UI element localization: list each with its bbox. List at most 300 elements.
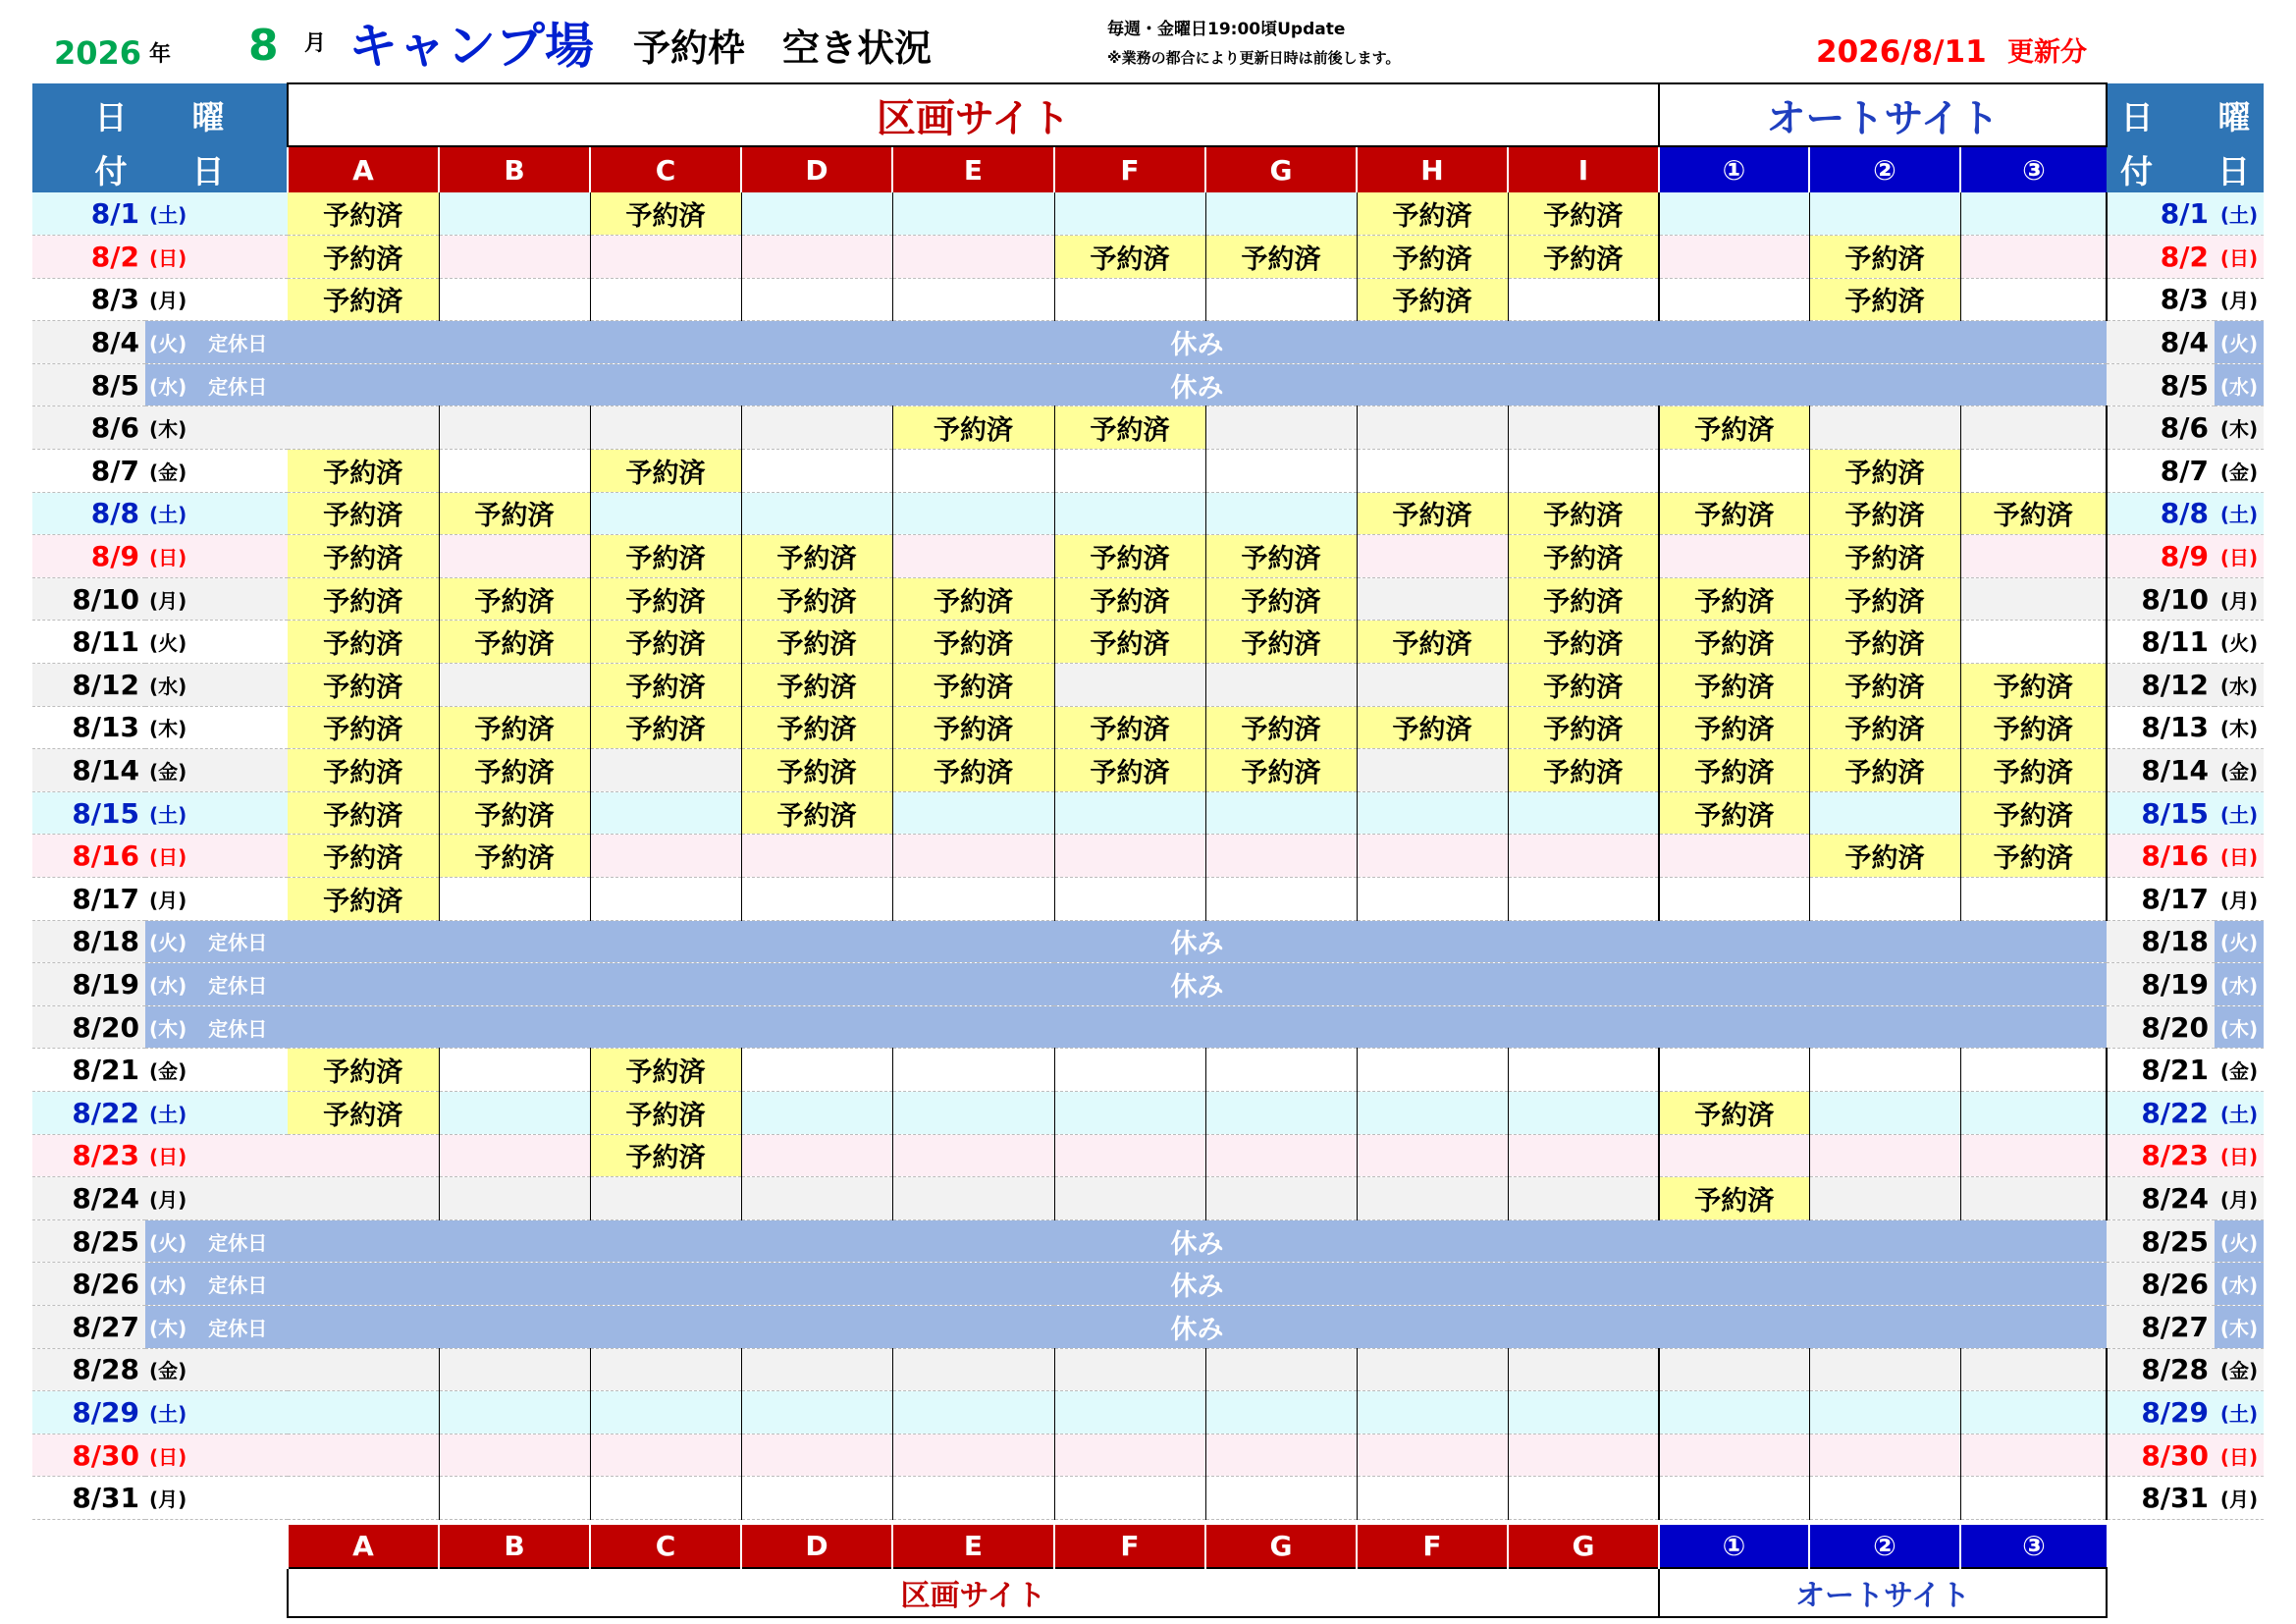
reservation-cell-booked[interactable]: 予約済	[288, 577, 439, 621]
reservation-cell[interactable]	[439, 1434, 590, 1477]
reservation-cell[interactable]	[439, 1348, 590, 1391]
reservation-cell-booked[interactable]: 予約済	[1054, 535, 1205, 578]
reservation-cell-booked[interactable]: 予約済	[1054, 706, 1205, 749]
row-weekday-right: (水)	[2215, 1263, 2264, 1306]
reservation-cell[interactable]	[288, 1477, 439, 1520]
reservation-cell-booked[interactable]: 予約済	[1659, 621, 1809, 664]
reservation-cell[interactable]	[1508, 878, 1659, 921]
row-weekday-right: (日)	[2215, 835, 2264, 878]
reservation-cell-booked[interactable]: 予約済	[892, 664, 1054, 707]
column-header-f: F	[1054, 146, 1205, 192]
reservation-cell[interactable]	[741, 1049, 892, 1092]
reservation-cell[interactable]	[288, 1177, 439, 1220]
reservation-cell[interactable]	[590, 878, 741, 921]
reservation-cell-booked[interactable]: 予約済	[1659, 791, 1809, 835]
reservation-cell[interactable]	[1508, 1091, 1659, 1134]
reservation-cell-booked[interactable]: 予約済	[288, 664, 439, 707]
reservation-cell[interactable]	[1508, 450, 1659, 493]
reservation-cell[interactable]	[1357, 1391, 1508, 1435]
reservation-cell-booked[interactable]: 予約済	[288, 835, 439, 878]
reservation-cell-booked[interactable]: 予約済	[1205, 621, 1357, 664]
reservation-cell[interactable]	[590, 1477, 741, 1520]
reservation-cell[interactable]	[1054, 1134, 1205, 1177]
reservation-cell-booked[interactable]: 予約済	[1508, 577, 1659, 621]
reservation-cell-booked[interactable]: 予約済	[1054, 621, 1205, 664]
reservation-cell-booked[interactable]: 予約済	[1357, 706, 1508, 749]
reservation-cell-booked[interactable]: 予約済	[1357, 236, 1508, 279]
reservation-cell-booked[interactable]: 予約済	[1809, 664, 1960, 707]
reservation-cell-booked[interactable]: 予約済	[288, 878, 439, 921]
reservation-cell[interactable]	[1054, 492, 1205, 535]
reservation-cell[interactable]	[1357, 406, 1508, 450]
reservation-cell-booked[interactable]: 予約済	[1809, 535, 1960, 578]
reservation-cell-booked[interactable]: 予約済	[741, 535, 892, 578]
reservation-cell[interactable]	[439, 192, 590, 236]
reservation-cell-booked[interactable]: 予約済	[1205, 535, 1357, 578]
row-weekday	[145, 321, 288, 364]
reservation-cell[interactable]	[1205, 192, 1357, 236]
reservation-cell[interactable]	[892, 1477, 1054, 1520]
reservation-cell[interactable]	[439, 535, 590, 578]
reservation-cell-booked[interactable]: 予約済	[288, 621, 439, 664]
reservation-cell-booked[interactable]: 予約済	[590, 1049, 741, 1092]
reservation-cell-booked[interactable]: 予約済	[1508, 192, 1659, 236]
row-weekday: (火)	[145, 621, 288, 664]
reservation-cell-booked[interactable]: 予約済	[590, 577, 741, 621]
reservation-cell[interactable]	[1205, 791, 1357, 835]
reservation-cell[interactable]	[1809, 192, 1960, 236]
reservation-cell[interactable]	[1960, 278, 2107, 321]
reservation-cell[interactable]	[1357, 577, 1508, 621]
reservation-cell[interactable]	[1960, 1434, 2107, 1477]
reservation-cell[interactable]	[1205, 1134, 1357, 1177]
reservation-cell[interactable]	[1205, 492, 1357, 535]
reservation-cell[interactable]	[439, 236, 590, 279]
reservation-cell-booked[interactable]: 予約済	[590, 1134, 741, 1177]
reservation-cell[interactable]	[590, 1391, 741, 1435]
reservation-cell-booked[interactable]: 予約済	[1809, 278, 1960, 321]
reservation-cell[interactable]	[892, 535, 1054, 578]
reservation-cell[interactable]	[1659, 236, 1809, 279]
reservation-cell[interactable]	[1960, 1391, 2107, 1435]
reservation-cell[interactable]	[892, 236, 1054, 279]
reservation-cell-booked[interactable]: 予約済	[1809, 749, 1960, 792]
row-date-right: 8/23	[2107, 1134, 2215, 1177]
reservation-cell-booked[interactable]: 予約済	[1809, 236, 1960, 279]
reservation-cell[interactable]	[1508, 1477, 1659, 1520]
reservation-cell-booked[interactable]: 予約済	[1809, 835, 1960, 878]
reservation-cell-booked[interactable]: 予約済	[1508, 664, 1659, 707]
reservation-cell[interactable]	[1357, 450, 1508, 493]
reservation-cell[interactable]	[439, 1049, 590, 1092]
reservation-cell-booked[interactable]: 予約済	[1960, 791, 2107, 835]
reservation-cell[interactable]	[892, 1434, 1054, 1477]
reservation-cell[interactable]	[892, 791, 1054, 835]
reservation-cell[interactable]	[1205, 1391, 1357, 1435]
reservation-cell[interactable]	[439, 1091, 590, 1134]
reservation-cell-booked[interactable]: 予約済	[590, 450, 741, 493]
reservation-cell-booked[interactable]: 予約済	[1659, 1177, 1809, 1220]
reservation-cell-booked[interactable]: 予約済	[1809, 450, 1960, 493]
reservation-cell-booked[interactable]: 予約済	[892, 406, 1054, 450]
reservation-cell[interactable]	[1054, 1348, 1205, 1391]
reservation-cell[interactable]	[590, 1177, 741, 1220]
reservation-cell[interactable]	[1960, 1049, 2107, 1092]
reservation-cell[interactable]	[892, 1348, 1054, 1391]
reservation-cell[interactable]	[1960, 192, 2107, 236]
reservation-cell[interactable]	[1054, 1391, 1205, 1435]
reservation-cell[interactable]	[1809, 1391, 1960, 1435]
reservation-cell-booked[interactable]: 予約済	[892, 749, 1054, 792]
reservation-cell-booked[interactable]: 予約済	[1809, 706, 1960, 749]
reservation-cell-booked[interactable]: 予約済	[1508, 621, 1659, 664]
reservation-cell[interactable]	[1960, 1134, 2107, 1177]
reservation-cell[interactable]	[1508, 1049, 1659, 1092]
reservation-cell[interactable]	[1809, 1134, 1960, 1177]
reservation-cell[interactable]	[1508, 1348, 1659, 1391]
reservation-cell-booked[interactable]: 予約済	[288, 492, 439, 535]
reservation-cell[interactable]	[439, 450, 590, 493]
reservation-cell[interactable]	[892, 878, 1054, 921]
reservation-cell[interactable]	[892, 192, 1054, 236]
reservation-cell[interactable]	[1809, 878, 1960, 921]
reservation-cell[interactable]	[1357, 1477, 1508, 1520]
reservation-cell-booked[interactable]: 予約済	[1809, 621, 1960, 664]
reservation-cell[interactable]	[1357, 878, 1508, 921]
reservation-cell[interactable]	[1659, 1477, 1809, 1520]
reservation-cell[interactable]	[741, 492, 892, 535]
reservation-cell-booked[interactable]: 予約済	[1054, 749, 1205, 792]
table-row	[32, 1177, 2264, 1220]
table-row	[32, 920, 2264, 963]
reservation-cell[interactable]	[741, 450, 892, 493]
reservation-cell[interactable]	[1054, 664, 1205, 707]
reservation-cell-booked[interactable]: 予約済	[288, 278, 439, 321]
reservation-cell-booked[interactable]: 予約済	[1659, 1091, 1809, 1134]
reservation-cell[interactable]	[1659, 1434, 1809, 1477]
reservation-cell[interactable]	[1054, 1477, 1205, 1520]
reservation-cell[interactable]	[1508, 1134, 1659, 1177]
reservation-cell[interactable]	[1960, 878, 2107, 921]
reservation-cell[interactable]	[1054, 835, 1205, 878]
reservation-cell-booked[interactable]: 予約済	[439, 791, 590, 835]
reservation-cell[interactable]	[590, 406, 741, 450]
reservation-cell[interactable]	[590, 749, 741, 792]
reservation-cell[interactable]	[1205, 406, 1357, 450]
reservation-cell-booked[interactable]: 予約済	[1508, 535, 1659, 578]
reservation-cell-booked[interactable]: 予約済	[1205, 749, 1357, 792]
reservation-cell[interactable]	[1205, 835, 1357, 878]
reservation-cell[interactable]	[1960, 621, 2107, 664]
reservation-cell-booked[interactable]: 予約済	[741, 664, 892, 707]
reservation-cell[interactable]	[741, 236, 892, 279]
row-weekday-right: (木)	[2215, 406, 2264, 450]
reservation-cell[interactable]	[1054, 1177, 1205, 1220]
reservation-cell-booked[interactable]: 予約済	[741, 577, 892, 621]
reservation-cell-booked[interactable]: 予約済	[892, 706, 1054, 749]
reservation-cell-booked[interactable]: 予約済	[288, 236, 439, 279]
reservation-cell[interactable]	[590, 492, 741, 535]
reservation-cell[interactable]	[439, 278, 590, 321]
reservation-cell[interactable]	[1357, 791, 1508, 835]
reservation-cell[interactable]	[288, 406, 439, 450]
reservation-cell[interactable]	[1659, 1391, 1809, 1435]
reservation-cell[interactable]	[1508, 1177, 1659, 1220]
reservation-cell[interactable]	[892, 1049, 1054, 1092]
reservation-cell-booked[interactable]: 予約済	[1054, 406, 1205, 450]
reservation-cell[interactable]	[1659, 535, 1809, 578]
reservation-cell[interactable]	[1205, 278, 1357, 321]
reservation-cell-booked[interactable]: 予約済	[590, 706, 741, 749]
row-weekday-text: (火)	[149, 332, 187, 356]
reservation-cell[interactable]	[1960, 406, 2107, 450]
reservation-cell[interactable]	[1659, 1134, 1809, 1177]
reservation-cell[interactable]	[1205, 878, 1357, 921]
reservation-cell[interactable]	[1809, 1049, 1960, 1092]
reservation-cell[interactable]	[1205, 1434, 1357, 1477]
reservation-cell-booked[interactable]: 予約済	[1054, 236, 1205, 279]
reservation-cell[interactable]	[1809, 791, 1960, 835]
reservation-cell-booked[interactable]: 予約済	[1357, 492, 1508, 535]
reservation-cell[interactable]	[892, 450, 1054, 493]
reservation-cell-booked[interactable]: 予約済	[288, 1091, 439, 1134]
reservation-cell-booked[interactable]: 予約済	[1960, 492, 2107, 535]
reservation-cell[interactable]	[439, 1477, 590, 1520]
reservation-cell[interactable]	[439, 1391, 590, 1435]
reservation-cell[interactable]	[1960, 1477, 2107, 1520]
reservation-cell[interactable]	[1205, 664, 1357, 707]
reservation-cell[interactable]	[1205, 1477, 1357, 1520]
reservation-cell-booked[interactable]: 予約済	[1357, 621, 1508, 664]
reservation-cell-booked[interactable]: 予約済	[1508, 236, 1659, 279]
reservation-cell[interactable]	[439, 1134, 590, 1177]
reservation-cell-booked[interactable]: 予約済	[590, 535, 741, 578]
reservation-cell[interactable]	[741, 1348, 892, 1391]
reservation-cell-booked[interactable]: 予約済	[741, 706, 892, 749]
reservation-cell[interactable]	[288, 1348, 439, 1391]
reservation-cell[interactable]	[1960, 450, 2107, 493]
reservation-cell-booked[interactable]: 予約済	[590, 664, 741, 707]
reservation-cell[interactable]	[1054, 1091, 1205, 1134]
reservation-cell-booked[interactable]: 予約済	[1960, 835, 2107, 878]
row-weekday: (土)	[145, 1391, 288, 1435]
reservation-cell[interactable]	[1960, 1091, 2107, 1134]
reservation-cell[interactable]	[1357, 1134, 1508, 1177]
reservation-cell[interactable]	[590, 835, 741, 878]
reservation-cell[interactable]	[1508, 791, 1659, 835]
reservation-cell[interactable]	[1205, 450, 1357, 493]
reservation-cell[interactable]	[590, 236, 741, 279]
reservation-cell[interactable]	[1960, 1177, 2107, 1220]
reservation-cell[interactable]	[1357, 1348, 1508, 1391]
row-weekday-right: (日)	[2215, 535, 2264, 578]
reservation-cell[interactable]	[1960, 1348, 2107, 1391]
reservation-cell[interactable]	[1809, 406, 1960, 450]
reservation-cell[interactable]	[1960, 236, 2107, 279]
table-row	[32, 1005, 2264, 1049]
reservation-cell[interactable]	[1205, 1049, 1357, 1092]
reservation-cell[interactable]	[1809, 1091, 1960, 1134]
reservation-cell-booked[interactable]: 予約済	[1659, 749, 1809, 792]
reservation-cell[interactable]	[439, 1177, 590, 1220]
reservation-cell[interactable]	[892, 492, 1054, 535]
reservation-cell-booked[interactable]: 予約済	[1960, 749, 2107, 792]
reservation-cell[interactable]	[1659, 278, 1809, 321]
day-header-right: 日 曜	[2107, 83, 2264, 146]
reservation-cell[interactable]	[1659, 835, 1809, 878]
reservation-cell[interactable]	[1357, 835, 1508, 878]
reservation-cell[interactable]	[439, 664, 590, 707]
reservation-cell[interactable]	[1054, 192, 1205, 236]
reservation-cell-booked[interactable]: 予約済	[892, 621, 1054, 664]
reservation-cell[interactable]	[1809, 1434, 1960, 1477]
reservation-cell[interactable]	[590, 1434, 741, 1477]
holiday-label: 定休日	[208, 973, 268, 998]
reservation-cell[interactable]	[741, 835, 892, 878]
reservation-cell[interactable]	[1205, 1091, 1357, 1134]
reservation-cell[interactable]	[741, 1477, 892, 1520]
reservation-cell[interactable]	[439, 406, 590, 450]
reservation-cell-booked[interactable]: 予約済	[1659, 492, 1809, 535]
reservation-cell[interactable]	[1809, 1177, 1960, 1220]
reservation-cell[interactable]	[1054, 450, 1205, 493]
reservation-cell[interactable]	[1659, 192, 1809, 236]
reservation-cell-booked[interactable]: 予約済	[1357, 192, 1508, 236]
reservation-cell[interactable]	[1508, 1434, 1659, 1477]
reservation-cell[interactable]	[1508, 278, 1659, 321]
reservation-cell-booked[interactable]: 予約済	[590, 1091, 741, 1134]
reservation-cell-booked[interactable]: 予約済	[741, 621, 892, 664]
reservation-cell-booked[interactable]: 予約済	[1508, 492, 1659, 535]
reservation-cell[interactable]	[1508, 1391, 1659, 1435]
reservation-cell-booked[interactable]: 予約済	[1960, 664, 2107, 707]
reservation-cell-booked[interactable]: 予約済	[741, 749, 892, 792]
reservation-cell[interactable]	[1054, 1049, 1205, 1092]
reservation-cell[interactable]	[1508, 406, 1659, 450]
reservation-cell-booked[interactable]: 予約済	[1205, 577, 1357, 621]
table-row	[32, 363, 2264, 406]
reservation-cell[interactable]	[1809, 1477, 1960, 1520]
row-weekday-right: (木)	[2215, 1305, 2264, 1348]
reservation-cell-booked[interactable]: 予約済	[288, 450, 439, 493]
reservation-cell[interactable]	[439, 878, 590, 921]
reservation-cell[interactable]	[288, 1134, 439, 1177]
reservation-cell[interactable]	[1960, 577, 2107, 621]
reservation-cell[interactable]	[288, 1391, 439, 1435]
reservation-cell[interactable]	[892, 1091, 1054, 1134]
reservation-cell-booked[interactable]: 予約済	[1659, 577, 1809, 621]
reservation-cell-booked[interactable]: 予約済	[439, 706, 590, 749]
reservation-cell-booked[interactable]: 予約済	[1809, 492, 1960, 535]
reservation-cell-booked[interactable]: 予約済	[439, 621, 590, 664]
reservation-cell[interactable]	[892, 1391, 1054, 1435]
reservation-cell[interactable]	[1659, 1348, 1809, 1391]
reservation-cell-booked[interactable]: 予約済	[1205, 236, 1357, 279]
reservation-cell-booked[interactable]: 予約済	[439, 492, 590, 535]
reservation-cell[interactable]	[1357, 1177, 1508, 1220]
reservation-cell-booked[interactable]: 予約済	[288, 192, 439, 236]
reservation-cell[interactable]	[892, 1177, 1054, 1220]
reservation-cell[interactable]	[741, 1134, 892, 1177]
reservation-cell[interactable]	[1809, 1348, 1960, 1391]
reservation-cell[interactable]	[741, 878, 892, 921]
reservation-cell[interactable]	[1357, 1434, 1508, 1477]
reservation-cell[interactable]	[1357, 1049, 1508, 1092]
reservation-cell[interactable]	[1659, 450, 1809, 493]
reservation-cell[interactable]	[892, 835, 1054, 878]
reservation-cell[interactable]	[288, 1434, 439, 1477]
reservation-cell-booked[interactable]: 予約済	[1205, 706, 1357, 749]
reservation-cell[interactable]	[1659, 1049, 1809, 1092]
reservation-cell[interactable]	[1357, 749, 1508, 792]
reservation-cell[interactable]	[741, 192, 892, 236]
holiday-label: 定休日	[208, 1273, 268, 1298]
reservation-cell-booked[interactable]: 予約済	[439, 749, 590, 792]
reservation-cell[interactable]	[1054, 878, 1205, 921]
reservation-cell[interactable]	[741, 278, 892, 321]
footer-column-header: C	[590, 1525, 741, 1568]
reservation-cell-booked[interactable]: 予約済	[439, 577, 590, 621]
reservation-cell[interactable]	[1205, 1177, 1357, 1220]
reservation-cell[interactable]	[590, 791, 741, 835]
reservation-cell[interactable]	[1659, 878, 1809, 921]
reservation-cell[interactable]	[590, 1348, 741, 1391]
reservation-cell[interactable]	[1054, 791, 1205, 835]
row-weekday: (月)	[145, 1477, 288, 1520]
reservation-cell[interactable]	[1357, 1091, 1508, 1134]
reservation-cell[interactable]	[1205, 1348, 1357, 1391]
reservation-cell-booked[interactable]: 予約済	[1054, 577, 1205, 621]
reservation-cell-booked[interactable]: 予約済	[1960, 706, 2107, 749]
reservation-cell[interactable]	[741, 1177, 892, 1220]
reservation-cell-booked[interactable]: 予約済	[1659, 664, 1809, 707]
reservation-cell-booked[interactable]: 予約済	[1659, 406, 1809, 450]
reservation-cell[interactable]	[892, 1134, 1054, 1177]
reservation-cell[interactable]	[741, 1091, 892, 1134]
reservation-cell[interactable]	[892, 278, 1054, 321]
reservation-cell-booked[interactable]: 予約済	[288, 749, 439, 792]
reservation-cell-booked[interactable]: 予約済	[1809, 577, 1960, 621]
reservation-cell-booked[interactable]: 予約済	[741, 791, 892, 835]
reservation-cell[interactable]	[741, 1391, 892, 1435]
reservation-cell-booked[interactable]: 予約済	[892, 577, 1054, 621]
reservation-cell[interactable]	[1054, 1434, 1205, 1477]
reservation-cell[interactable]	[1960, 535, 2107, 578]
reservation-cell-booked[interactable]: 予約済	[288, 1049, 439, 1092]
reservation-cell[interactable]	[1357, 535, 1508, 578]
reservation-cell[interactable]	[1054, 278, 1205, 321]
reservation-cell-booked[interactable]: 予約済	[590, 192, 741, 236]
reservation-cell-booked[interactable]: 予約済	[288, 535, 439, 578]
reservation-cell-booked[interactable]: 予約済	[1659, 706, 1809, 749]
reservation-cell[interactable]	[1357, 664, 1508, 707]
reservation-cell-booked[interactable]: 予約済	[1508, 749, 1659, 792]
reservation-cell[interactable]	[590, 278, 741, 321]
reservation-cell-booked[interactable]: 予約済	[288, 706, 439, 749]
column-header-a: A	[288, 146, 439, 192]
reservation-cell-booked[interactable]: 予約済	[1357, 278, 1508, 321]
footer-section-ku: 区画サイト	[288, 1568, 1659, 1617]
row-date: 8/16	[32, 835, 145, 878]
reservation-cell[interactable]	[741, 1434, 892, 1477]
reservation-cell-booked[interactable]: 予約済	[590, 621, 741, 664]
row-date-right: 8/11	[2107, 621, 2215, 664]
reservation-cell-booked[interactable]: 予約済	[288, 791, 439, 835]
reservation-cell[interactable]	[741, 406, 892, 450]
reservation-cell-booked[interactable]: 予約済	[439, 835, 590, 878]
reservation-cell-booked[interactable]: 予約済	[1508, 706, 1659, 749]
reservation-cell[interactable]	[1508, 835, 1659, 878]
